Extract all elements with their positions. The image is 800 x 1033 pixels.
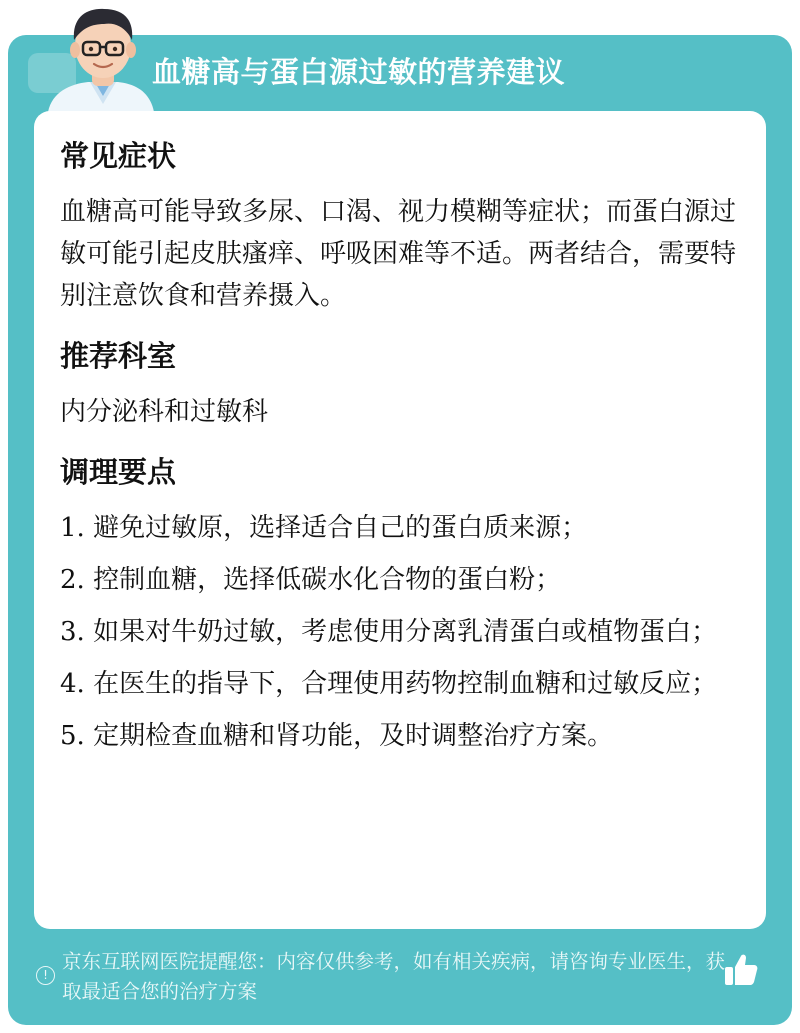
content-body xyxy=(60,135,740,767)
symptoms-heading: 常见症状 xyxy=(60,139,177,173)
care-item xyxy=(60,611,740,653)
care-item-text: 在医生的指导下，合理使用药物控制血糖和过敏反应； xyxy=(84,669,718,699)
content-card xyxy=(34,111,766,929)
care-heading: 调理要点 xyxy=(60,455,177,489)
care-item-text: 避免过敏原，选择适合自己的蛋白质来源； xyxy=(84,513,588,543)
care-item-number: 4. xyxy=(60,669,85,699)
care-item-text: 如果对牛奶过敏，考虑使用分离乳清蛋白或植物蛋白； xyxy=(84,617,718,647)
care-item-number: 5. xyxy=(60,721,85,751)
department-heading: 推荐科室 xyxy=(60,339,177,373)
care-item-text: 定期检查血糖和肾功能，及时调整治疗方案。 xyxy=(84,721,614,751)
care-list xyxy=(60,507,740,757)
symptoms-text: 血糖高可能导致多尿、口渴、视力模糊等症状；而蛋白源过敏可能引起皮肤瘙痒、呼吸困难等不适。两者结合，需要特别注意饮食和营养摄入。 xyxy=(60,197,737,311)
care-item-number: 3. xyxy=(60,617,85,647)
care-item xyxy=(60,715,740,757)
page-title: 血糖高与蛋白源过敏的营养建议 xyxy=(152,55,566,89)
info-icon: ! xyxy=(36,966,55,985)
care-item-number: 2. xyxy=(60,565,85,595)
disclaimer-text: 京东互联网医院提醒您：内容仅供参考，如有相关疾病，请咨询专业医生，获取最适合您的治疗方案 xyxy=(62,950,726,1003)
thumbs-up-icon[interactable] xyxy=(722,952,760,988)
department-text: 内分泌科和过敏科 xyxy=(60,397,269,427)
care-item-text: 控制血糖，选择低碳水化合物的蛋白粉； xyxy=(84,565,562,595)
care-item xyxy=(60,663,740,705)
care-item xyxy=(60,559,740,601)
care-item-number: 1. xyxy=(60,513,85,543)
care-item xyxy=(60,507,740,549)
